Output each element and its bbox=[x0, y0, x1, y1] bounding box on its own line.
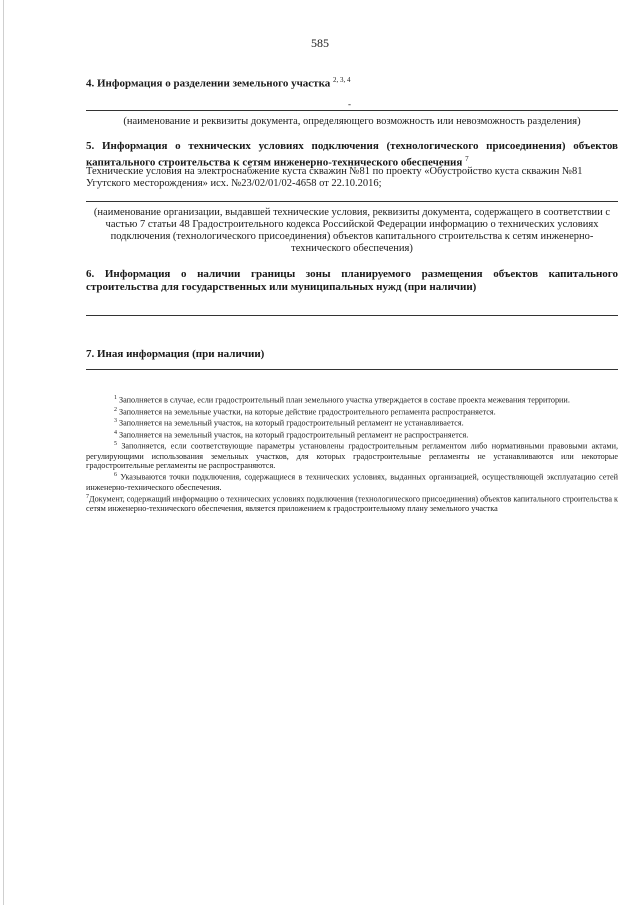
footnote-text: Заполняется, если соответствующие параметры установлены градостроительным регламентом либо нормативными правовыми актами, регулирующими использования земельных участков, для которых градостроительные регламенты не устанавливаются или некоторые градостроительные регламенты не распространяются. bbox=[86, 441, 618, 471]
footnote-number: 5 bbox=[114, 441, 117, 448]
footnote-number: 3 bbox=[114, 418, 117, 425]
section-5-title-text: 5. Информация о технических условиях подключения (технологического присоединения) объектов капитального строительства к сетям инженерно-технического обеспечения bbox=[86, 140, 618, 169]
section-4-dash: - bbox=[348, 99, 351, 109]
footnote-4 bbox=[86, 429, 618, 441]
footnotes bbox=[86, 394, 618, 514]
section-4-underline bbox=[86, 110, 618, 111]
footnote-number: 4 bbox=[114, 429, 117, 436]
section-4-caption: (наименование и реквизиты документа, определяющего возможность или невозможность разделения) bbox=[123, 116, 581, 127]
footnote-6 bbox=[86, 471, 618, 492]
footnote-2 bbox=[86, 406, 618, 418]
section-7-underline bbox=[86, 369, 618, 370]
scan-binding-edge bbox=[3, 0, 4, 905]
section-5-footnote-ref: 7 bbox=[465, 155, 469, 163]
footnote-text: Заполняется на земельные участки, на которые действие градостроительного регламента распространяется. bbox=[119, 407, 496, 417]
section-7-title: 7. Иная информация (при наличии) bbox=[86, 348, 265, 360]
footnote-number: 2 bbox=[114, 406, 117, 413]
footnote-7 bbox=[86, 493, 618, 514]
section-4-title bbox=[86, 74, 618, 91]
footnote-text: Указываются точки подключения, содержащиеся в технических условиях, выданных организацией, осуществляющей эксплуатацию сетей инженерно-технического обеспечения. bbox=[86, 472, 619, 492]
footnote-text: Заполняется на земельный участок, на который градостроительный регламент не распространяется. bbox=[119, 430, 469, 440]
section-4-title-text: 4. Информация о разделении земельного участка bbox=[86, 77, 331, 90]
section-5-underline bbox=[86, 201, 618, 202]
page-number: 585 bbox=[311, 36, 329, 50]
footnote-5 bbox=[86, 440, 618, 471]
footnote-text: Заполняется на земельный участок, на который градостроительный регламент не устанавливается. bbox=[119, 418, 464, 428]
section-5-text: Технические условия на электроснабжение куста скважин №81 по проекту «Обустройство куста скважин №81 Угутского месторождения» исх. №23/02/01/02-4658 от 22.10.2016; bbox=[86, 166, 583, 189]
footnote-number: 1 bbox=[114, 395, 117, 401]
footnote-number: 6 bbox=[114, 472, 117, 479]
footnote-number: 7 bbox=[86, 493, 89, 500]
footnote-1 bbox=[86, 394, 618, 406]
section-6-underline bbox=[86, 315, 618, 316]
footnote-3 bbox=[86, 417, 618, 429]
section-5-caption: (наименование организации, выдавшей технические условия, реквизиты документа, содержащего в соответствии с частью 7 статьи 48 Градостроительного кодекса Российской Федерации информацию о технических условиях подключения (технологического присоединения) объектов капитального строительства к сетям инженерно-технического обеспечения) bbox=[93, 207, 611, 254]
section-6-title: 6. Информация о наличии границы зоны планируемого размещения объектов капитального строительства для государственных или муниципальных нужд (при наличии) bbox=[86, 268, 618, 293]
footnote-text: Заполняется в случае, если градостроительный план земельного участка утверждается в составе проекта межевания территории. bbox=[119, 395, 570, 405]
section-4-footnote-refs: 2, 3, 4 bbox=[333, 76, 351, 84]
footnote-text: Документ, содержащий информацию о технических условиях подключения (технологического присоединения) объектов капитального строительства к сетям инженерно-технического обеспечения, является приложением к градостроительному плану земельного участка bbox=[86, 494, 618, 514]
